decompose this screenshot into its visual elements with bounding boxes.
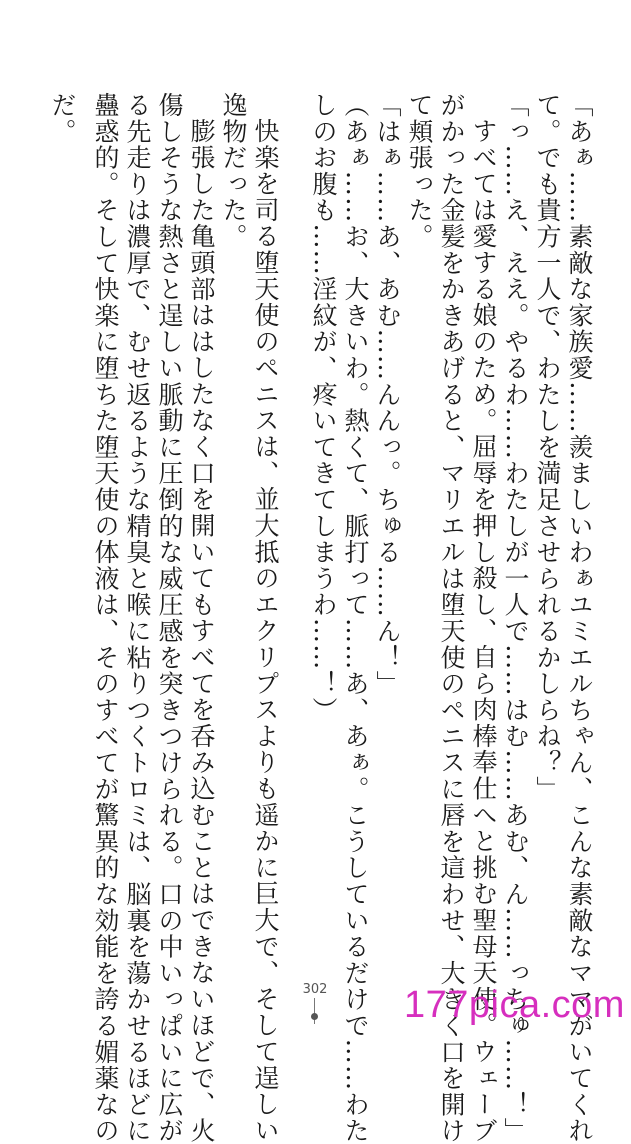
text-column-15: 蠱惑的。そして快楽に堕ちた堕天使の体液は、そのすべてが驚異的な効能を誇る媚薬なの bbox=[91, 92, 120, 1144]
text-column-6: て頬張った。 bbox=[405, 92, 434, 250]
text-column-16: だ。 bbox=[48, 92, 77, 145]
watermark: 177pica.com bbox=[404, 984, 625, 1026]
text-column-7: 「はぁ……あ、あむ……んんっ。ちゅる……ん！」 bbox=[373, 92, 402, 697]
text-column-2: て。でも貴方一人で、わたしを満足させられるかしらね？」 bbox=[533, 92, 562, 803]
page-number: 302 bbox=[302, 982, 328, 997]
text-column-12: 膨張した亀頭部ははしたなく口を開いてもすべてを呑み込むことはできないほどで、火 bbox=[187, 118, 216, 1144]
text-column-10: 快楽を司る堕天使のペニスは、並大抵のエクリプスよりも遥かに巨大で、そして逞しい bbox=[251, 118, 280, 1144]
text-column-4: すべては愛する娘のため。屈辱を押し殺し、自ら肉棒奉仕へと挑む聖母天使。ウェーブ bbox=[469, 118, 498, 1144]
page-marker-stem bbox=[314, 998, 315, 1024]
text-column-8: （あぁ……お、大きいわ。熱くて、脈打って……あ、あぁ。こうしているだけで……わた bbox=[341, 92, 370, 1144]
text-column-14: る先走りは濃厚で、むせ返るような精臭と喉に粘りつくトロミは、脳裏を蕩かせるほどに bbox=[123, 92, 152, 1144]
text-column-3: 「っ……え、ええ。やるわ……わたしが一人で……はむ……あむ、ん……っちゅ……！」 bbox=[501, 92, 530, 1144]
text-column-5: がかった金髪をかきあげると、マリエルは堕天使のペニスに唇を這わせ、大きく口を開け bbox=[437, 92, 466, 1144]
page-marker-dot bbox=[311, 1013, 318, 1020]
text-column-1: 「あぁ……素敵な家族愛……羨ましいわぁユミエルちゃん、こんな素敵なママがいてくれ bbox=[565, 92, 594, 1144]
text-column-13: 傷しそうな熱さと逞しい脈動に圧倒的な威圧感を突きつけられる。口の中いっぱいに広が bbox=[155, 92, 184, 1144]
text-column-11: 逸物だった。 bbox=[219, 92, 248, 250]
text-column-9: しのお腹も……淫紋が、疼いてきてしまうわ……！） bbox=[309, 92, 338, 724]
